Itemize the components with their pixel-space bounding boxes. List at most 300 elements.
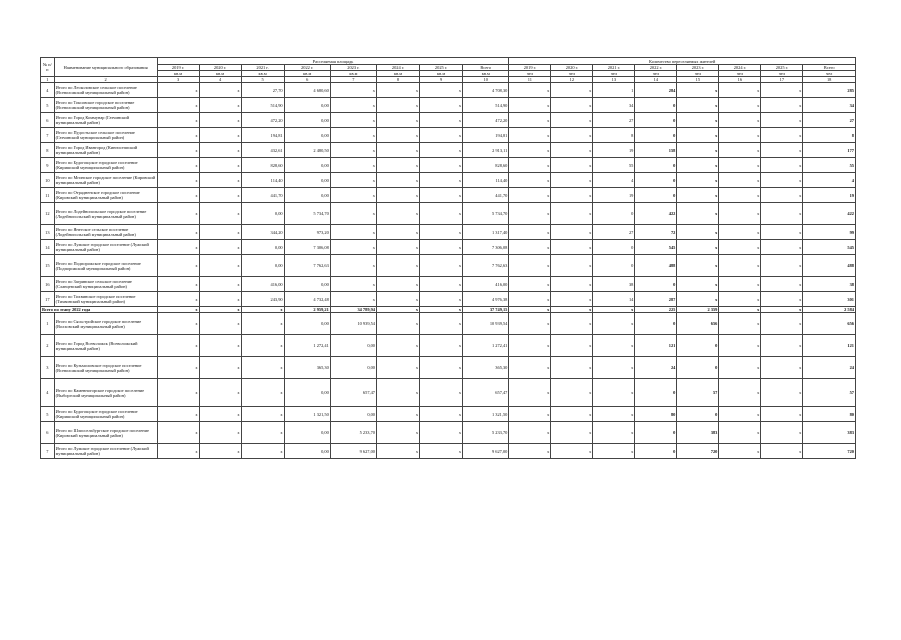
area-cell: x [420,158,463,173]
people-cell: x [551,379,593,407]
area-cell: x [199,203,241,225]
area-cell: x [377,158,420,173]
area-cell: 10 939,54 [330,313,376,335]
people-cell: 99 [803,225,856,240]
people-cell: x [761,292,803,307]
people-cell: x [551,407,593,422]
people-cell: x [509,203,551,225]
row-name: Итого по Кузьмоловское городское поселение (Всеволожский муниципальный район) [54,357,157,379]
table-row [41,128,856,143]
area-cell: x [377,255,420,277]
people-cell: x [719,313,761,335]
row-index: 11 [41,188,55,203]
header-area-group: Расселяемая площадь [157,58,509,65]
people-cell: x [677,98,719,113]
people-cell: x [719,225,761,240]
area-cell: 472,20 [463,113,509,128]
people-cell: x [551,98,593,113]
people-cell: 0 [677,357,719,379]
header-year: 2020 г. [199,65,241,71]
area-cell: x [420,173,463,188]
area-cell: x [377,292,420,307]
header-year: 2024 г. [719,65,761,71]
people-cell: x [677,225,719,240]
table-row [41,225,856,240]
area-cell: 472,20 [241,113,284,128]
people-cell: x [509,188,551,203]
header-unit: кв.м [199,71,241,77]
people-cell: 24 [635,357,677,379]
total-area-cell: x [377,307,420,313]
people-cell: x [677,240,719,255]
row-index: 15 [41,255,55,277]
people-cell: x [719,357,761,379]
row-name: Итого по Тихвинское городское поселение (Тихвинский муниципальный район) [54,292,157,307]
table-row [41,407,856,422]
row-index: 6 [41,113,55,128]
people-cell: x [761,277,803,292]
people-cell: x [677,83,719,98]
area-cell: x [377,203,420,225]
area-cell: x [377,357,420,379]
area-cell: 973,20 [284,225,330,240]
area-cell: x [199,98,241,113]
area-cell: x [330,113,376,128]
area-cell: x [330,255,376,277]
area-cell: x [420,313,463,335]
area-cell: 0,00 [284,158,330,173]
people-cell: x [761,98,803,113]
people-cell: x [551,83,593,98]
row-name: Итого по Шлиссельбургское городское поселение (Кировский муниципальный район) [54,422,157,444]
area-cell: x [199,128,241,143]
table-body [41,83,856,459]
people-cell: x [551,422,593,444]
row-name: Итого по Будогощское городское поселение (Киришский муниципальный район) [54,158,157,173]
people-cell: 27 [593,113,635,128]
table-row [41,113,856,128]
header-col-number: 17 [761,77,803,83]
area-cell: x [241,444,284,459]
people-cell: 0 [635,98,677,113]
people-cell: x [509,255,551,277]
table-row [41,255,856,277]
row-name: Итого по Янегское сельское поселение (Лодейнопольский муниципальный район) [54,225,157,240]
total-label: Всего по этапу 2022 года [41,307,158,313]
row-index: 6 [41,422,55,444]
area-cell: 2 480,50 [284,143,330,158]
people-cell: x [551,203,593,225]
table-row [41,357,856,379]
people-cell: x [551,143,593,158]
row-index: 7 [41,128,55,143]
area-cell: 514,90 [241,98,284,113]
total-people-cell: x [761,307,803,313]
people-cell: x [509,313,551,335]
people-cell: 27 [593,225,635,240]
people-cell: x [761,379,803,407]
area-cell: x [241,379,284,407]
area-cell: x [199,158,241,173]
total-people-cell: x [551,307,593,313]
people-cell: 0 [635,113,677,128]
header-col-number: 2 [54,77,157,83]
people-cell: x [719,188,761,203]
area-cell: 0,00 [330,407,376,422]
resettlement-table-sheet [40,57,856,459]
area-cell: 1 272,41 [463,335,509,357]
area-cell: x [199,379,241,407]
area-cell: 416,00 [241,277,284,292]
area-cell: 4 976,38 [463,292,509,307]
area-cell: 4 732,48 [284,292,330,307]
area-cell: 7 762,63 [284,255,330,277]
row-name: Итого по Сясьстройское городское поселение (Волховский муниципальный район) [54,313,157,335]
row-name: Итого по Отрадненское городское поселение (Кировский муниципальный район) [54,188,157,203]
header-unit: кв.м [420,71,463,77]
people-cell: 285 [803,83,856,98]
area-cell: 416,00 [463,277,509,292]
area-cell: x [199,225,241,240]
area-cell: x [377,379,420,407]
people-cell: 0 [635,444,677,459]
header-unit: кв.м [463,71,509,77]
area-cell: 9 627,00 [463,444,509,459]
people-cell: x [677,255,719,277]
people-cell: x [551,292,593,307]
area-cell: x [420,128,463,143]
people-cell: x [719,407,761,422]
header-unit: чел [593,71,635,77]
area-cell: 7 762,63 [463,255,509,277]
row-index: 14 [41,240,55,255]
total-people-cell: 2 359 [677,307,719,313]
people-cell: 34 [593,98,635,113]
row-name: Итого по Токсовское городское поселение (Всеволожский муниципальный район) [54,98,157,113]
area-cell: x [157,379,199,407]
area-cell: 1 317,40 [463,225,509,240]
people-cell: 0 [635,188,677,203]
header-col-number: 18 [803,77,856,83]
row-index: 9 [41,158,55,173]
people-cell: 55 [593,158,635,173]
people-cell: 488 [803,255,856,277]
people-cell: x [761,240,803,255]
area-cell: x [157,113,199,128]
people-cell: 545 [635,240,677,255]
area-cell: x [157,444,199,459]
area-cell: x [330,292,376,307]
area-cell: x [377,173,420,188]
area-cell: 194,81 [241,128,284,143]
people-cell: x [719,113,761,128]
area-cell: x [330,143,376,158]
area-cell: x [330,158,376,173]
row-name: Итого по Лесколовское сельское поселение (Всеволожский муниципальный район) [54,83,157,98]
people-cell: 0 [635,379,677,407]
header-unit: чел [551,71,593,77]
header-no: № п/п [41,58,55,77]
header-col-number: 6 [284,77,330,83]
row-index: 10 [41,173,55,188]
area-cell: x [420,203,463,225]
row-index: 13 [41,225,55,240]
table-row [41,335,856,357]
area-cell: 0,00 [284,173,330,188]
header-unit: кв.м [157,71,199,77]
people-cell: 8 [803,128,856,143]
people-cell: 0 [593,255,635,277]
area-cell: 657,47 [463,379,509,407]
area-cell: x [199,83,241,98]
area-cell: 1 321,50 [284,407,330,422]
area-cell: x [157,255,199,277]
people-cell: 0 [677,407,719,422]
area-cell: x [420,113,463,128]
area-cell: 114,40 [463,173,509,188]
header-col-number: 16 [719,77,761,83]
area-cell: x [377,128,420,143]
area-cell: x [199,173,241,188]
people-cell: x [509,143,551,158]
area-cell: 5 734,70 [284,203,330,225]
people-cell: x [593,357,635,379]
header-year: 2025 г. [761,65,803,71]
row-name: Итого по Лужское городское поселение (Лужский муниципальный район) [54,444,157,459]
area-cell: x [157,357,199,379]
people-cell: x [677,277,719,292]
people-cell: x [719,83,761,98]
people-cell: x [761,255,803,277]
area-cell: 0,00 [241,240,284,255]
area-cell: x [157,240,199,255]
people-cell: x [593,313,635,335]
people-cell: 24 [803,357,856,379]
row-name: Итого по Каменногорское городское поселение (Выборгский муниципальный район) [54,379,157,407]
people-cell: x [551,240,593,255]
total-area-cell: x [199,307,241,313]
people-cell: x [719,203,761,225]
people-cell: x [761,113,803,128]
row-index: 12 [41,203,55,225]
area-cell: x [199,313,241,335]
area-cell: 0,00 [284,98,330,113]
area-cell: x [330,173,376,188]
area-cell: x [241,422,284,444]
people-cell: x [509,292,551,307]
area-cell: 10 939,54 [463,313,509,335]
area-cell: 0,00 [241,203,284,225]
people-cell: x [719,444,761,459]
area-cell: 0,00 [330,357,376,379]
table-row [41,203,856,225]
area-cell: x [420,98,463,113]
people-cell: 0 [635,277,677,292]
row-name: Итого по Лодейнопольское городское поселение (Лодейнопольский муниципальный район) [54,203,157,225]
area-cell: x [420,422,463,444]
people-cell: 4 [803,173,856,188]
header-year: 2025 г. [420,65,463,71]
area-cell: x [420,407,463,422]
people-cell: x [593,335,635,357]
row-name: Итого по Пудостьское сельское поселение (Гатчинский муниципальный район) [54,128,157,143]
people-cell: 55 [803,158,856,173]
people-cell: 57 [803,379,856,407]
row-index: 5 [41,407,55,422]
people-cell: x [719,143,761,158]
area-cell: x [157,143,199,158]
header-year: 2022 г. [284,65,330,71]
header-unit: чел [677,71,719,77]
header-year: 2022 г. [635,65,677,71]
people-cell: 422 [635,203,677,225]
area-cell: x [420,277,463,292]
people-cell: 0 [635,173,677,188]
area-cell: x [199,277,241,292]
area-cell: x [377,113,420,128]
area-cell: x [420,335,463,357]
area-cell: x [420,255,463,277]
area-cell: x [377,98,420,113]
table-row [41,173,856,188]
area-cell: x [157,188,199,203]
area-cell: x [157,128,199,143]
area-cell: 514,90 [463,98,509,113]
people-cell: x [551,188,593,203]
area-cell: x [199,292,241,307]
area-cell: 657,47 [330,379,376,407]
people-cell: 0 [593,240,635,255]
header-year: 2021 г. [241,65,284,71]
table-row [41,98,856,113]
total-people-cell: 225 [635,307,677,313]
header-unit: кв.м [377,71,420,77]
area-cell: 243,90 [241,292,284,307]
total-people-cell: x [593,307,635,313]
people-cell: 177 [803,143,856,158]
area-cell: x [420,292,463,307]
header-unit: чел [761,71,803,77]
people-cell: x [719,173,761,188]
row-name: Итого по Будогощское городское поселение (Киришский муниципальный район) [54,407,157,422]
area-cell: 828,60 [463,158,509,173]
area-cell: x [157,98,199,113]
header-unit: чел [719,71,761,77]
area-cell: x [157,407,199,422]
people-cell: x [509,357,551,379]
area-cell: x [199,143,241,158]
area-cell: x [420,143,463,158]
people-cell: x [761,422,803,444]
row-index: 8 [41,143,55,158]
area-cell: 0,00 [284,379,330,407]
header-col-number: 4 [199,77,241,83]
people-cell: x [761,83,803,98]
area-cell: 441,70 [463,188,509,203]
header-total: Всего [463,65,509,71]
people-cell: 383 [677,422,719,444]
people-cell: 0 [635,128,677,143]
people-cell: x [551,158,593,173]
people-cell: x [677,113,719,128]
total-people-cell: 2 584 [803,307,856,313]
area-cell: x [377,143,420,158]
area-cell: x [157,158,199,173]
area-cell: 0,00 [284,113,330,128]
area-cell: 0,00 [284,277,330,292]
area-cell: x [199,113,241,128]
people-cell: x [719,98,761,113]
row-index: 4 [41,379,55,407]
people-cell: x [509,173,551,188]
area-cell: x [330,240,376,255]
area-cell: x [420,240,463,255]
area-cell: x [420,444,463,459]
people-cell: x [551,277,593,292]
row-index: 2 [41,335,55,357]
row-name: Итого по Загривское сельское поселение (Сланцевский муниципальный район) [54,277,157,292]
table-row [41,188,856,203]
total-area-cell: x [420,307,463,313]
area-cell: 7 306,08 [284,240,330,255]
people-cell: x [551,444,593,459]
area-cell: x [330,277,376,292]
people-cell: x [761,313,803,335]
area-cell: x [199,357,241,379]
header-col-number: 9 [420,77,463,83]
header-year: 2020 г. [551,65,593,71]
area-cell: x [377,313,420,335]
row-index: 17 [41,292,55,307]
area-cell: 114,40 [241,173,284,188]
area-cell: x [199,255,241,277]
row-index: 16 [41,277,55,292]
people-cell: x [509,225,551,240]
area-cell: x [377,444,420,459]
people-cell: x [677,188,719,203]
header-unit: чел [635,71,677,77]
area-cell: 0,00 [284,444,330,459]
area-cell: 2 913,11 [463,143,509,158]
people-cell: x [761,335,803,357]
people-cell: 19 [593,188,635,203]
people-cell: x [509,379,551,407]
table-row [41,313,856,335]
area-cell: x [377,277,420,292]
people-cell: x [761,143,803,158]
area-cell: x [330,188,376,203]
people-cell: 488 [635,255,677,277]
table-row [41,143,856,158]
people-cell: 0 [593,203,635,225]
people-cell: 383 [803,422,856,444]
table-row [41,444,856,459]
area-cell: x [157,313,199,335]
area-cell: 4 680,60 [284,83,330,98]
people-cell: x [761,357,803,379]
people-cell: 4 [593,173,635,188]
people-cell: x [677,143,719,158]
area-cell: x [420,83,463,98]
table-header [41,58,856,83]
people-cell: x [677,128,719,143]
header-col-number: 12 [551,77,593,83]
area-cell: x [377,407,420,422]
people-cell: x [761,225,803,240]
area-cell: x [241,335,284,357]
people-cell: 8 [593,128,635,143]
people-cell: 72 [635,225,677,240]
